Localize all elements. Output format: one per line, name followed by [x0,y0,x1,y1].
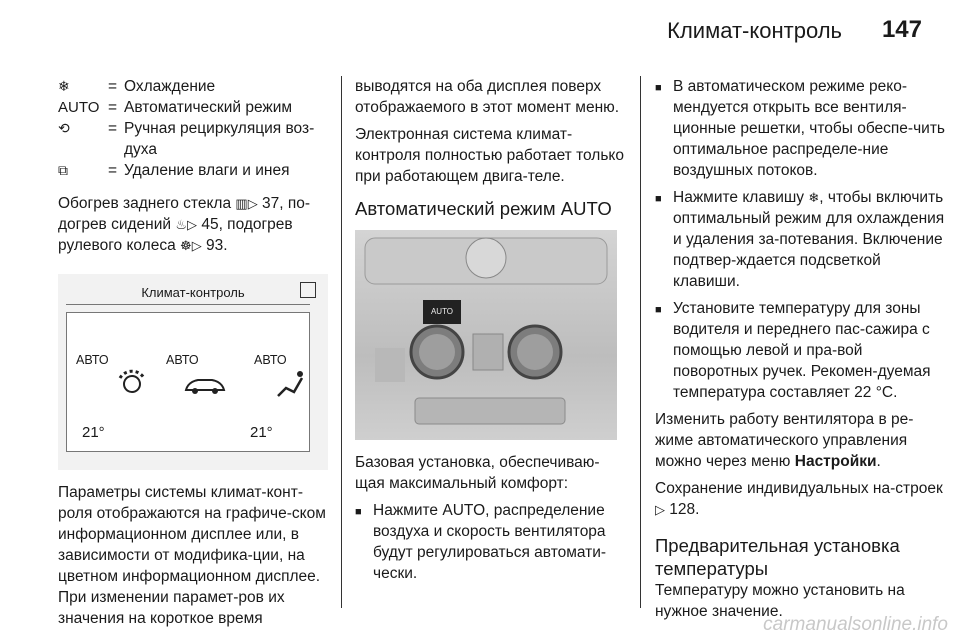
heating-paragraph: Обогрев заднего стекла ▥▷ 37, по- догрев сидений ♨▷ 45, подогрев рулевого колеса ☸▷ 93. [58,195,311,254]
page-ref-icon: ▷ [191,238,202,253]
definition-row: ⧉ = Удаление влаги и инея [58,162,290,179]
page-ref-icon: ▷ [655,502,665,517]
settings-icon [300,282,316,298]
bullet-icon: ■ [655,193,662,205]
column-1 [58,76,328,635]
steering-wheel-heater-icon: ☸ [180,238,192,253]
recirculation-icon: ⟲ [58,120,70,136]
air-distribution-icon [272,368,306,402]
watermark: carmanualsonline.info [763,614,948,635]
bullet-icon: ■ [655,304,662,316]
seat-heater-icon: ♨ [175,217,188,232]
column-divider [341,76,342,608]
column-divider [640,76,641,608]
auto-label: АВТО [76,353,109,367]
page-title: Климат-контроль [667,18,842,43]
auto-button: AUTO [423,300,461,324]
temperature-left: 21° [82,424,105,441]
bullet-icon: ■ [355,506,362,518]
definition-row: AUTO = Автоматический режим [58,99,293,116]
column-2: выводятся на оба дисплея поверх отображаемого в этот момент меню. Электронная система климат-контроля полностью работает только при работающем двига-теле. Автоматический режим AUTO AUTO Базовая установка, обеспечиваю-щая максимальный комфорт: ■ Нажмите AUTO, распределение воздуха и скорость вентилятора будут регулироваться автомати-чески. [355,76,627,590]
fan-paragraph: Изменить работу вентилятора в ре-жиме автоматического управления можно через меню Настройки. [655,411,914,470]
display-title: Климат-контроль [141,285,245,300]
page-header [0,14,960,54]
auto-label: АВТО [254,353,287,367]
control-panel-photo [355,230,617,440]
car-icon [182,374,228,396]
list-item: ■ В автоматическом режиме реко-мендуется открыть все вентиля-ционные решетки, чтобы обеспе-чить оптимальное распределе-ние воздушных потоков. [655,78,945,179]
snowflake-icon: ❄ [58,78,70,94]
page-ref-icon: ▷ [247,196,258,211]
snowflake-icon: ❄ [808,190,820,205]
column-3: ■ В автоматическом режиме реко-мендуется открыть все вентиля-ционные решетки, чтобы обеспе-чить оптимальное распределе-ние воздушных потоков. ■ Нажмите клавишу ❄, чтобы включить оптимальный режим для охлаждения и удаления за-потевания. Включение подтвер-ждается подсветкой клавиши. ■ Установите температуру для зоны водителя и переднего пас-сажира с помощью левой и пра-вой поворотных ручек. Рекомен-дуемая температура составляет 22 °C. Изменить работу вентилятора в ре-жиме автоматического управления можно через меню Настройки. Сохранение индивидуальных на-строек ▷ 128. Предварительная установка температуры Температуру можно установить на нужное значение. [655,78,945,620]
climate-display-figure [58,274,328,470]
list-item: ■ Установите температуру для зоны водителя и переднего пас-сажира с помощью левой и пра-вой поворотных ручек. Рекомен-дуемая температура составляет 22 °C. [655,300,931,401]
defrost-icon: ⧉ [58,162,68,178]
fan-icon [116,368,148,396]
section-heading-preset: Предварительная установка температуры [655,535,900,579]
list-item: ■ Нажмите AUTO, распределение воздуха и скорость вентилятора будут регулироваться автомати-чески. [355,502,607,582]
auto-label: AUTO [58,99,100,116]
bullet-icon: ■ [655,82,662,94]
section-heading-auto: Автоматический режим AUTO [355,198,612,219]
auto-label: АВТО [166,353,199,367]
save-paragraph: Сохранение индивидуальных на-строек ▷ 128. [655,480,943,518]
definition-row: ❄ = Охлаждение [58,78,216,95]
page-ref-icon: ▷ [187,217,198,232]
rear-window-heater-icon: ▥ [235,196,248,211]
page-number: 147 [881,16,922,43]
list-item: ■ Нажмите клавишу ❄, чтобы включить оптимальный режим для охлаждения и удаления за-потевания. Включение подтвер-ждается подсветкой клавиши. [655,189,945,290]
temperature-right: 21° [250,424,273,441]
display-paragraph: Параметры системы климат-конт-роля отображаются на графиче-ском информационном дисплее или, в зависимости от модифика-ции, на цветном информационном дисплее. При изменении парамет-ров их значения на короткое время [58,484,326,627]
definition-row: ⟲ = Ручная рециркуляция воз-духа [58,120,315,158]
